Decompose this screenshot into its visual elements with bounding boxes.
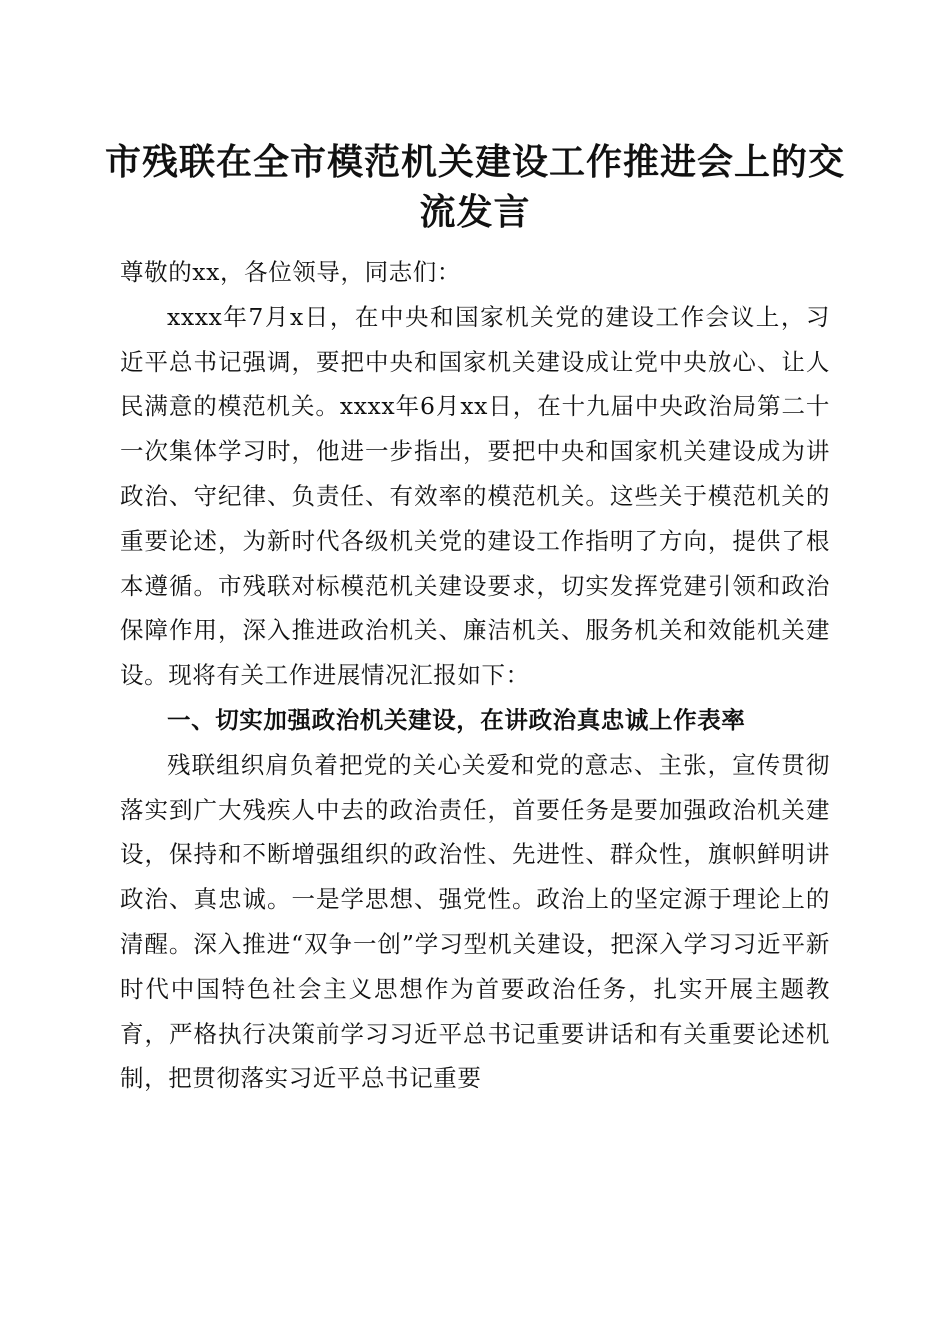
salutation: 尊敬的xx，各位领导，同志们： bbox=[120, 258, 462, 286]
document-body bbox=[120, 250, 830, 1101]
paragraph-intro: xxxx年7月x日，在中央和国家机关党的建设工作会议上，习近平总书记强调，要把中央和国家机关建设成让党中央放心、让人民满意的模范机关。xxxx年6月xx日，在十九届中央政治局第二十一次集体学习时，他进一步指出，要把中央和国家机关建设成为讲政治、守纪律、负责任、有效率的模范机关。这些关于模范机关的重要论述，为新时代各级机关党的建设工作指明了方向，提供了根本遵循。市残联对标模范机关建设要求，切实发挥党建引领和政治保障作用，深入推进政治机关、廉洁机关、服务机关和效能机关建设。现将有关工作进展情况汇报如下： bbox=[120, 302, 830, 690]
document-title: 市残联在全市模范机关建设工作推进会上的交流发言 bbox=[104, 141, 845, 233]
paragraph-political-organ: 残联组织肩负着把党的关心关爱和党的意志、主张，宣传贯彻落实到广大残疾人中去的政治责任，首要任务是要加强政治机关建设，保持和不断增强组织的政治性、先进性、群众性，旗帜鲜明讲政治、真忠诚。一是学思想、强党性。政治上的坚定源于理论上的清醒。深入推进“双争一创”学习型机关建设，把深入学习习近平新时代中国特色社会主义思想作为首要政治任务，扎实开展主题教育，严格执行决策前学习习近平总书记重要讲话和有关重要论述机制，把贯彻落实习近平总书记重要 bbox=[120, 750, 830, 1093]
section-heading-1: 一、切实加强政治机关建设，在讲政治真忠诚上作表率 bbox=[167, 705, 746, 734]
